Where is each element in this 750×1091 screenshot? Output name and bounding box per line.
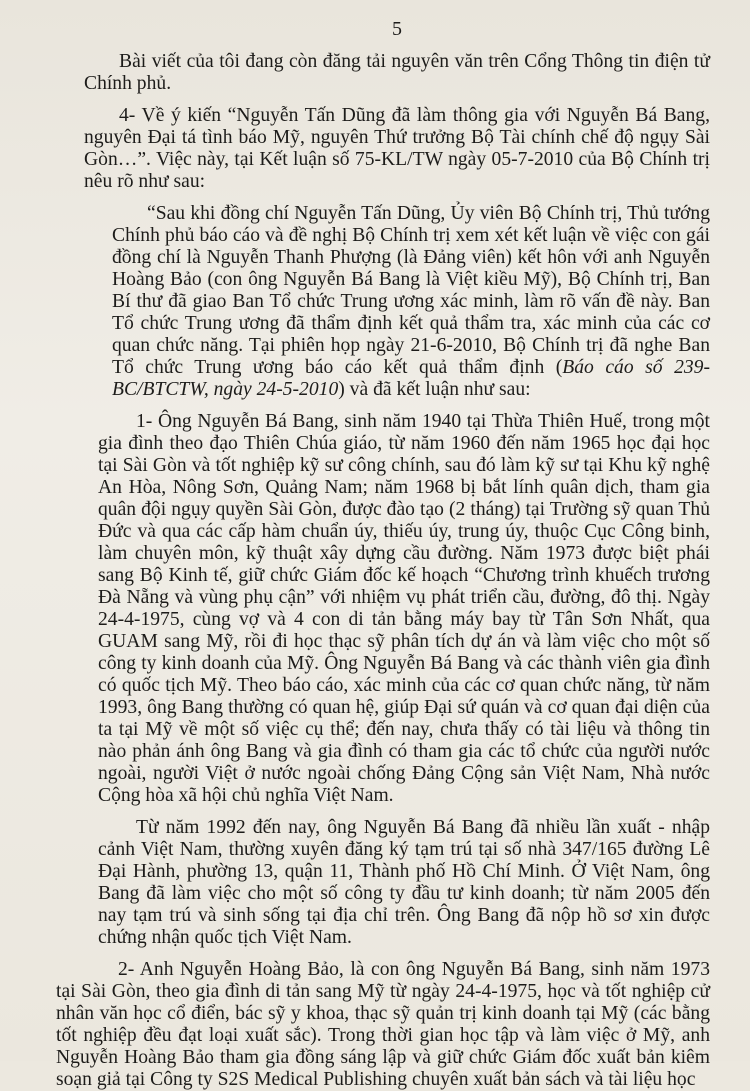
paragraph-section-4: 4- Về ý kiến “Nguyễn Tấn Dũng đã làm thông gia với Nguyễn Bá Bang, nguyên Đại tá tình báo Mỹ, nguyên Thứ trưởng Bộ Tài chính chế độ ngụy Sài Gòn…”. Việc này, tại Kết luận số 75-KL/TW ngày 05-7-2010 của Bộ Chính trị nêu rõ như sau: <box>84 105 710 192</box>
quote-text-end: ) và đã kết luận như sau: <box>338 379 531 400</box>
paragraph-item-2: 2- Anh Nguyễn Hoàng Bảo, là con ông Nguyễn Bá Bang, sinh năm 1973 tại Sài Gòn, theo gia đình di tản sang Mỹ từ ngày 24-4-1975, học và tốt nghiệp cử nhân văn học cổ điển, bác sỹ y khoa, thạc sỹ quản trị kinh doanh tại Mỹ (các bằng tốt nghiệp đều đạt loại xuất sắc). Trong thời gian học tập và làm việc ở Mỹ, anh Nguyễn Hoàng Bảo tham gia đồng sáng lập và giữ chức Giám đốc xuất bản kiêm soạn giả tại Công ty S2S Medical Publishing chuyên xuất bản sách và tài liệu học <box>56 959 710 1090</box>
paragraph-item-1: 1- Ông Nguyễn Bá Bang, sinh năm 1940 tại Thừa Thiên Huế, trong một gia đình theo đạo Thiên Chúa giáo, từ năm 1960 đến năm 1965 học đại học tại Sài Gòn và tốt nghiệp kỹ sư công chính, sau đó làm kỹ sư tại Khu kỹ nghệ An Hòa, Nông Sơn, Quảng Nam; năm 1968 bị bắt lính quân dịch, tham gia quân đội ngụy quyền Sài Gòn, được đào tạo (2 tháng) tại Trường sỹ quan Thủ Đức và qua các cấp hàm chuẩn úy, thiếu úy, trung úy, thuộc Cục Công binh, làm chuyên môn, kỹ thuật xây dựng cầu đường. Năm 1973 được biệt phái sang Bộ Kinh tế, giữ chức Giám đốc kế hoạch “Chương trình khuếch trương Đà Nẵng và vùng phụ cận” với nhiệm vụ phát triển cầu, đường, đô thị. Ngày 24-4-1975, cùng vợ và 4 con di tản bằng máy bay từ Tân Sơn Nhất, qua GUAM sang Mỹ, rồi đi học thạc sỹ phân tích dự án và làm việc cho một số công ty kinh doanh của Mỹ. Ông Nguyễn Bá Bang và các thành viên gia đình có quốc tịch Mỹ. Theo báo cáo, xác minh của các cơ quan chức năng, từ năm 1993, ông Bang thường có quan hệ, giúp Đại sứ quán và cơ quan đại diện của ta tại Mỹ về một số việc cụ thể; đến nay, chưa thấy có tài liệu và thông tin nào phản ánh ông Bang và gia đình có tham gia các tổ chức của người nước ngoài, người Việt ở nước ngoài chống Đảng Cộng sản Việt Nam, Nhà nước Cộng hòa xã hội chủ nghĩa Việt Nam. <box>98 411 710 806</box>
paragraph-quote-opening <box>112 203 710 401</box>
section-2-block <box>56 959 710 1091</box>
paragraph-intro: Bài viết của tôi đang còn đăng tải nguyên văn trên Cổng Thông tin điện tử Chính phủ. <box>84 51 710 94</box>
page-number: 5 <box>392 18 402 40</box>
quote-report-reference: Báo cáo số 239-BC/BTCTW, ngày 24-5-2010 <box>112 357 710 400</box>
quote-text-start: “Sau khi đồng chí Nguyễn Tấn Dũng, Ủy viên Bộ Chính trị, Thủ tướng Chính phủ báo cáo và đề nghị Bộ Chính trị xem xét kết luận về việc con gái đồng chí là Nguyễn Thanh Phượng (là Đảng viên) kết hôn với anh Nguyễn Hoàng Bảo (con ông Nguyễn Bá Bang là Việt kiều Mỹ), Bộ Chính trị, Ban Bí thư đã giao Ban Tổ chức Trung ương xác minh, làm rõ vấn đề này. Ban Tổ chức Trung ương đã thẩm định kết quả thẩm tra, xác minh của các cơ quan chức năng. Tại phiên họp ngày 21-6-2010, Bộ Chính trị đã nghe Ban Tổ chức Trung ương báo cáo kết quả thẩm định ( <box>112 203 710 378</box>
paragraph-item-1-continued: Từ năm 1992 đến nay, ông Nguyễn Bá Bang đã nhiều lần xuất - nhập cảnh Việt Nam, thường xuyên đăng ký tạm trú tại số nhà 347/165 đường Lê Đại Hành, phường 13, quận 11, Thành phố Hồ Chí Minh. Ở Việt Nam, ông Bang đã làm việc cho một số công ty đầu tư kinh doanh; từ năm 2005 đến nay tạm trú và sinh sống tại địa chỉ trên. Ông Bang đã nộp hồ sơ xin được chứng nhận quốc tịch Việt Nam. <box>98 817 710 948</box>
quote-block <box>112 203 710 401</box>
section-1-block <box>98 411 710 949</box>
